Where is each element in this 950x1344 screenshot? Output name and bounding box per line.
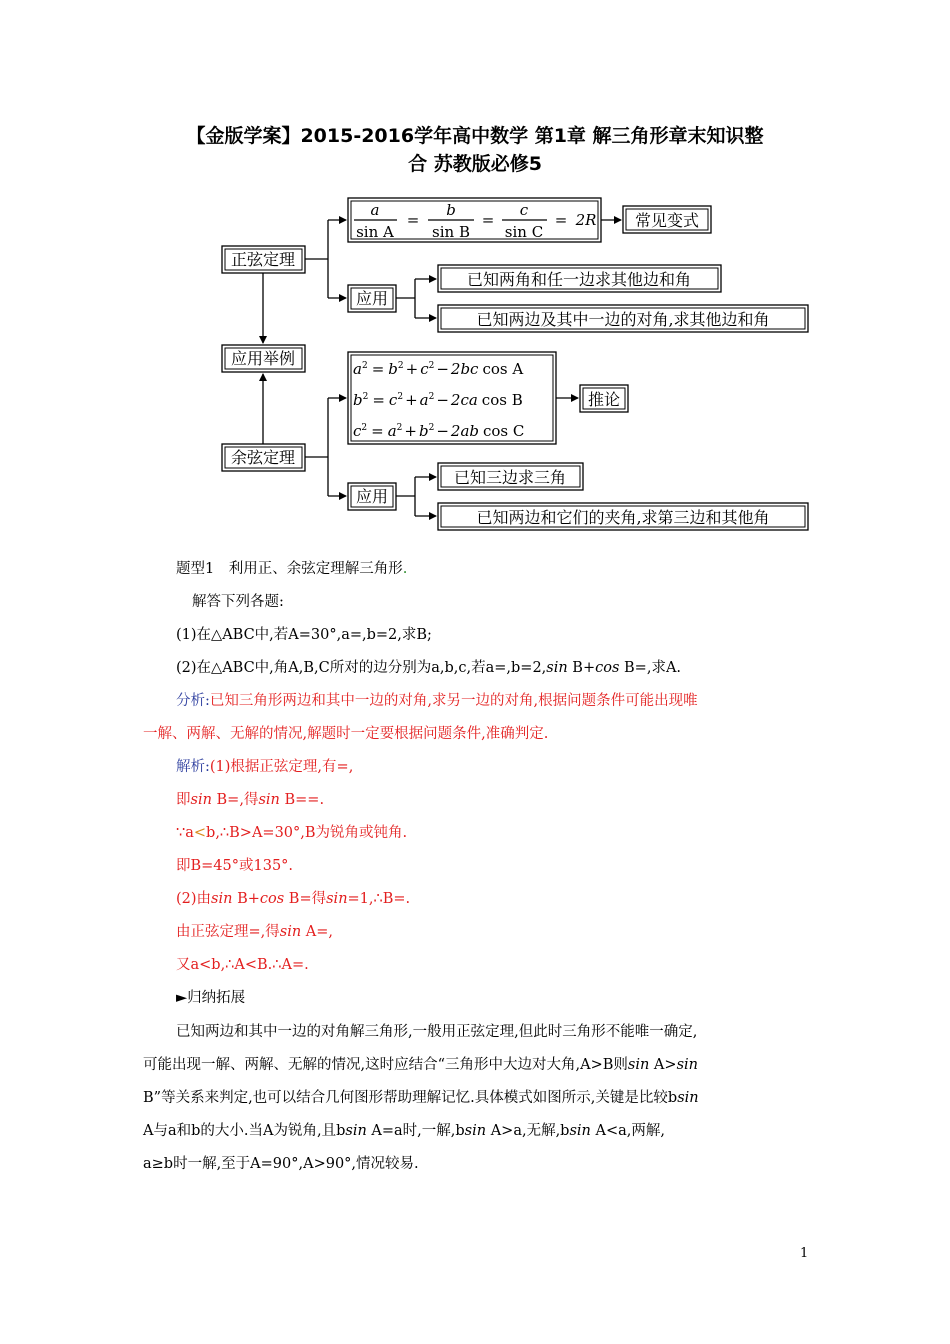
summary-heading: ►归纳拓展 <box>176 990 246 1006</box>
apply1-box <box>348 285 396 312</box>
svg-text:c2=a2+b2−2abcos C: $c^2 = a^2 + b^2 - 2ab$ cos C <box>353 422 525 440</box>
svg-text:推论: 推论 <box>587 390 621 409</box>
apply2-item2-box <box>438 503 808 530</box>
corollary-box <box>580 385 628 412</box>
svg-text:sin A: sin A <box>356 223 394 241</box>
svg-text:b2=c2+a2−2cacos B: $b^2 = c^2 + a^2 - 2ca$ cos B <box>353 391 523 409</box>
solution-line-3: ∵a<b,∴B>A=30°,B为锐角或钝角. <box>176 825 408 841</box>
type-heading: 题型1 利用正、余弦定理解三角形. <box>176 561 408 577</box>
svg-text:sin C: sin C <box>504 223 544 241</box>
summary-line-5: a≥b时一解,至于A=90°,A>90°,情况较易. <box>143 1156 419 1172</box>
svg-text:sin B: sin B <box>432 223 470 241</box>
svg-text:=: = <box>406 211 420 229</box>
page-number: 1 <box>800 1246 809 1261</box>
svg-text:c: c <box>519 201 529 219</box>
svg-text:a: a <box>370 201 380 219</box>
node-cosine-law <box>222 444 305 471</box>
svg-text:2R: 2R <box>575 211 597 229</box>
svg-text:应用: 应用 <box>355 289 389 308</box>
svg-text:已知两边及其中一边的对角,求其他边和角: 已知两边及其中一边的对角,求其他边和角 <box>476 310 770 329</box>
summary-line-1: 已知两边和其中一边的对角解三角形,一般用正弦定理,但此时三角形不能唯一确定, <box>176 1024 698 1040</box>
summary-line-3: B”等关系来判定,也可以结合几何图形帮助理解记忆.具体模式如图所示,关键是比较bsin <box>143 1090 699 1106</box>
question-2: (2)在△ABC中,角A,B,C所对的边分别为a,b,c,若a=,b=2,sin B+cos B=,求A. <box>176 660 682 676</box>
cosine-formula-box <box>348 352 556 444</box>
svg-text:a2=b2+c2−2bccos A: $a^2 = b^2 + c^2 - 2bc$ cos A <box>353 360 524 378</box>
common-variants-box <box>623 206 711 233</box>
apply2-item1-box <box>438 463 583 490</box>
svg-text:已知两角和任一边求其他边和角: 已知两角和任一边求其他边和角 <box>466 270 692 289</box>
summary-line-4: A与a和b的大小.当A为锐角,且bsin A=a时,一解,bsin A>a,无解,bsin A<a,两解, <box>143 1123 665 1139</box>
summary-line-2: 可能出现一解、两解、无解的情况,这时应结合“三角形中大边对大角,A>B则sin A>sin <box>143 1057 698 1073</box>
apply1-item1-box <box>438 265 721 292</box>
apply1-item2-box <box>438 305 808 332</box>
node-example-label: 应用举例 <box>230 349 296 368</box>
solution-line-7: 又a<b,∴A<B.∴A=. <box>176 957 309 973</box>
analysis-line-2: 一解、两解、无解的情况,解题时一定要根据问题条件,准确判定. <box>143 726 549 742</box>
title-line-1: 【金版学案】2015-2016学年高中数学 第1章 解三角形章末知识整 <box>186 125 764 147</box>
node-cosine-label: 余弦定理 <box>230 448 296 467</box>
analysis-label: 分析: <box>176 693 210 709</box>
svg-text:已知两边和它们的夹角,求第三边和其他角: 已知两边和它们的夹角,求第三边和其他角 <box>476 508 770 527</box>
solution-line-4: 即B=45°或135°. <box>176 858 294 874</box>
solution-line-1: 解析:(1)根据正弦定理,有=, <box>176 759 354 775</box>
node-application-example <box>222 345 305 372</box>
svg-text:已知三边求三角: 已知三边求三角 <box>453 468 567 487</box>
question-1: (1)在△ABC中,若A=30°,a=,b=2,求B; <box>176 627 432 643</box>
analysis-line-1: 分析:已知三角形两边和其中一边的对角,求另一边的对角,根据问题条件可能出现唯 <box>176 693 698 709</box>
sine-formula-box <box>348 198 601 242</box>
svg-text:常见变式: 常见变式 <box>634 211 700 230</box>
svg-text:=: = <box>481 211 495 229</box>
node-sine-law <box>222 246 305 273</box>
svg-text:=: = <box>554 211 568 229</box>
solution-line-6: 由正弦定理=,得sin A=, <box>176 924 334 940</box>
svg-text:应用: 应用 <box>355 487 389 506</box>
svg-text:b: b <box>446 201 456 219</box>
node-sine-label: 正弦定理 <box>230 250 296 269</box>
title-line-2: 合 苏教版必修5 <box>408 153 542 175</box>
solution-line-2: 即sin B=,得sin B==. <box>176 792 325 808</box>
apply2-box <box>348 483 396 510</box>
solution-line-5: (2)由sin B+cos B=得sin=1,∴B=. <box>176 891 411 907</box>
solution-label: 解析: <box>176 759 210 775</box>
question-intro: 解答下列各题: <box>192 594 284 610</box>
knowledge-diagram <box>0 0 950 540</box>
